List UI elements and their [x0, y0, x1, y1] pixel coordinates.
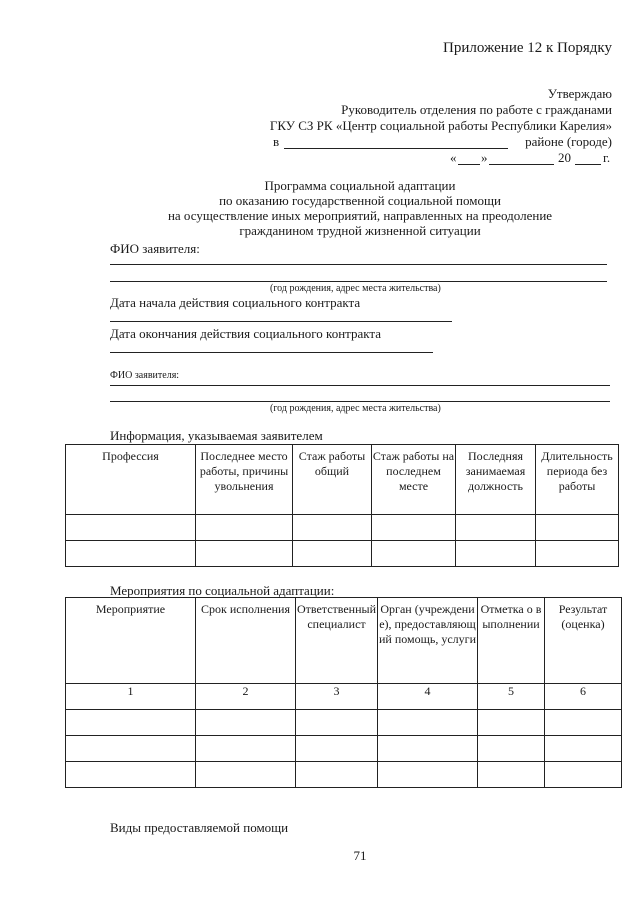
events-table-row — [66, 736, 622, 762]
events-cell[interactable] — [545, 710, 622, 736]
fio-line-1a — [110, 264, 607, 265]
date-year-suffix: г. — [603, 150, 611, 165]
approval-head: Руководитель отделения по работе с гражданами — [341, 102, 612, 117]
approval-in-prefix: в — [273, 134, 280, 149]
events-cell[interactable] — [378, 762, 478, 788]
info-cell[interactable] — [66, 541, 196, 567]
info-header-last-position: Последняя занимаемая должность — [456, 445, 536, 515]
events-header-activity: Мероприятие — [66, 598, 196, 684]
info-header-profession: Профессия — [66, 445, 196, 515]
date-year-line — [575, 164, 601, 165]
appendix-label: Приложение 12 к Порядку — [443, 40, 612, 56]
date-open-quote: « — [450, 150, 457, 165]
title-line-4: гражданином трудной жизненной ситуации — [239, 223, 481, 238]
events-table-row — [66, 762, 622, 788]
events-cell[interactable] — [545, 762, 622, 788]
events-cell[interactable] — [478, 736, 545, 762]
events-cell[interactable] — [378, 710, 478, 736]
events-header-result: Результат (оценка) — [545, 598, 622, 684]
info-table-row — [66, 541, 619, 567]
events-col-number: 4 — [378, 684, 478, 710]
fio-line-2b — [110, 401, 610, 402]
kinds-of-help-label: Виды предоставляемой помощи — [110, 820, 289, 835]
info-cell[interactable] — [293, 515, 372, 541]
birth-note-1: (год рождения, адрес места жительства) — [270, 283, 441, 294]
date-month-line — [489, 164, 554, 165]
events-cell[interactable] — [66, 762, 196, 788]
contract-start-line — [110, 321, 452, 322]
fio-label-2: ФИО заявителя: — [110, 370, 180, 381]
events-col-number: 3 — [296, 684, 378, 710]
contract-end-label: Дата окончания действия социального контракта — [110, 326, 382, 341]
contract-end-line — [110, 352, 433, 353]
events-cell[interactable] — [66, 736, 196, 762]
fio-line-2a — [110, 385, 610, 386]
info-cell[interactable] — [293, 541, 372, 567]
events-cell[interactable] — [478, 762, 545, 788]
events-cell[interactable] — [478, 710, 545, 736]
events-table — [65, 597, 622, 788]
fio-line-1b — [110, 281, 607, 282]
info-header-unemployment-period: Длительность периода без работы — [536, 445, 619, 515]
date-year-prefix: 20 — [558, 150, 571, 165]
events-table-caption: Мероприятия по социальной адаптации: — [110, 583, 335, 598]
title-line-2: по оказанию государственной социальной помощи — [219, 193, 501, 208]
events-cell[interactable] — [545, 736, 622, 762]
title-line-1: Программа социальной адаптации — [264, 178, 456, 193]
events-cell[interactable] — [296, 762, 378, 788]
info-cell[interactable] — [456, 515, 536, 541]
events-header-deadline: Срок исполнения — [196, 598, 296, 684]
events-col-number: 1 — [66, 684, 196, 710]
page-number: 71 — [353, 848, 367, 863]
info-table — [65, 444, 619, 567]
events-table-row — [66, 710, 622, 736]
birth-note-2: (год рождения, адрес места жительства) — [270, 403, 441, 414]
events-cell[interactable] — [66, 710, 196, 736]
title-line-3: на осуществление иных мероприятий, направленных на преодоление — [167, 208, 553, 223]
contract-start-label: Дата начала действия социального контракта — [110, 295, 361, 310]
events-cell[interactable] — [196, 762, 296, 788]
events-col-number: 5 — [478, 684, 545, 710]
info-cell[interactable] — [536, 541, 619, 567]
events-header-responsible: Ответственный специалист — [296, 598, 378, 684]
info-table-row — [66, 515, 619, 541]
info-header-last-place-experience: Стаж работы на последнем месте — [372, 445, 456, 515]
events-cell[interactable] — [196, 736, 296, 762]
events-number-row — [66, 684, 622, 710]
approval-org: ГКУ СЗ РК «Центр социальной работы Республики Карелия» — [269, 118, 612, 133]
info-cell[interactable] — [196, 541, 293, 567]
district-blank-line — [284, 148, 508, 149]
events-cell[interactable] — [296, 736, 378, 762]
info-cell[interactable] — [456, 541, 536, 567]
fio-label-1: ФИО заявителя: — [110, 241, 200, 256]
info-cell[interactable] — [372, 541, 456, 567]
approval-approve: Утверждаю — [547, 86, 612, 101]
events-header-organization: Орган (учреждение), предоставляющий помощь, услуги — [378, 598, 478, 684]
events-col-number: 6 — [545, 684, 622, 710]
events-cell[interactable] — [378, 736, 478, 762]
info-table-caption: Информация, указываемая заявителем — [110, 428, 323, 443]
events-cell[interactable] — [296, 710, 378, 736]
info-header-total-experience: Стаж работы общий — [293, 445, 372, 515]
events-col-number: 2 — [196, 684, 296, 710]
approval-district: районе (городе) — [525, 134, 612, 149]
info-cell[interactable] — [196, 515, 293, 541]
info-header-last-workplace: Последнее место работы, причины увольнения — [196, 445, 293, 515]
events-cell[interactable] — [196, 710, 296, 736]
info-cell[interactable] — [372, 515, 456, 541]
info-cell[interactable] — [66, 515, 196, 541]
info-cell[interactable] — [536, 515, 619, 541]
date-day-line — [458, 164, 480, 165]
events-header-completion-mark: Отметка о выполнении — [478, 598, 545, 684]
date-close-quote: » — [481, 150, 488, 165]
